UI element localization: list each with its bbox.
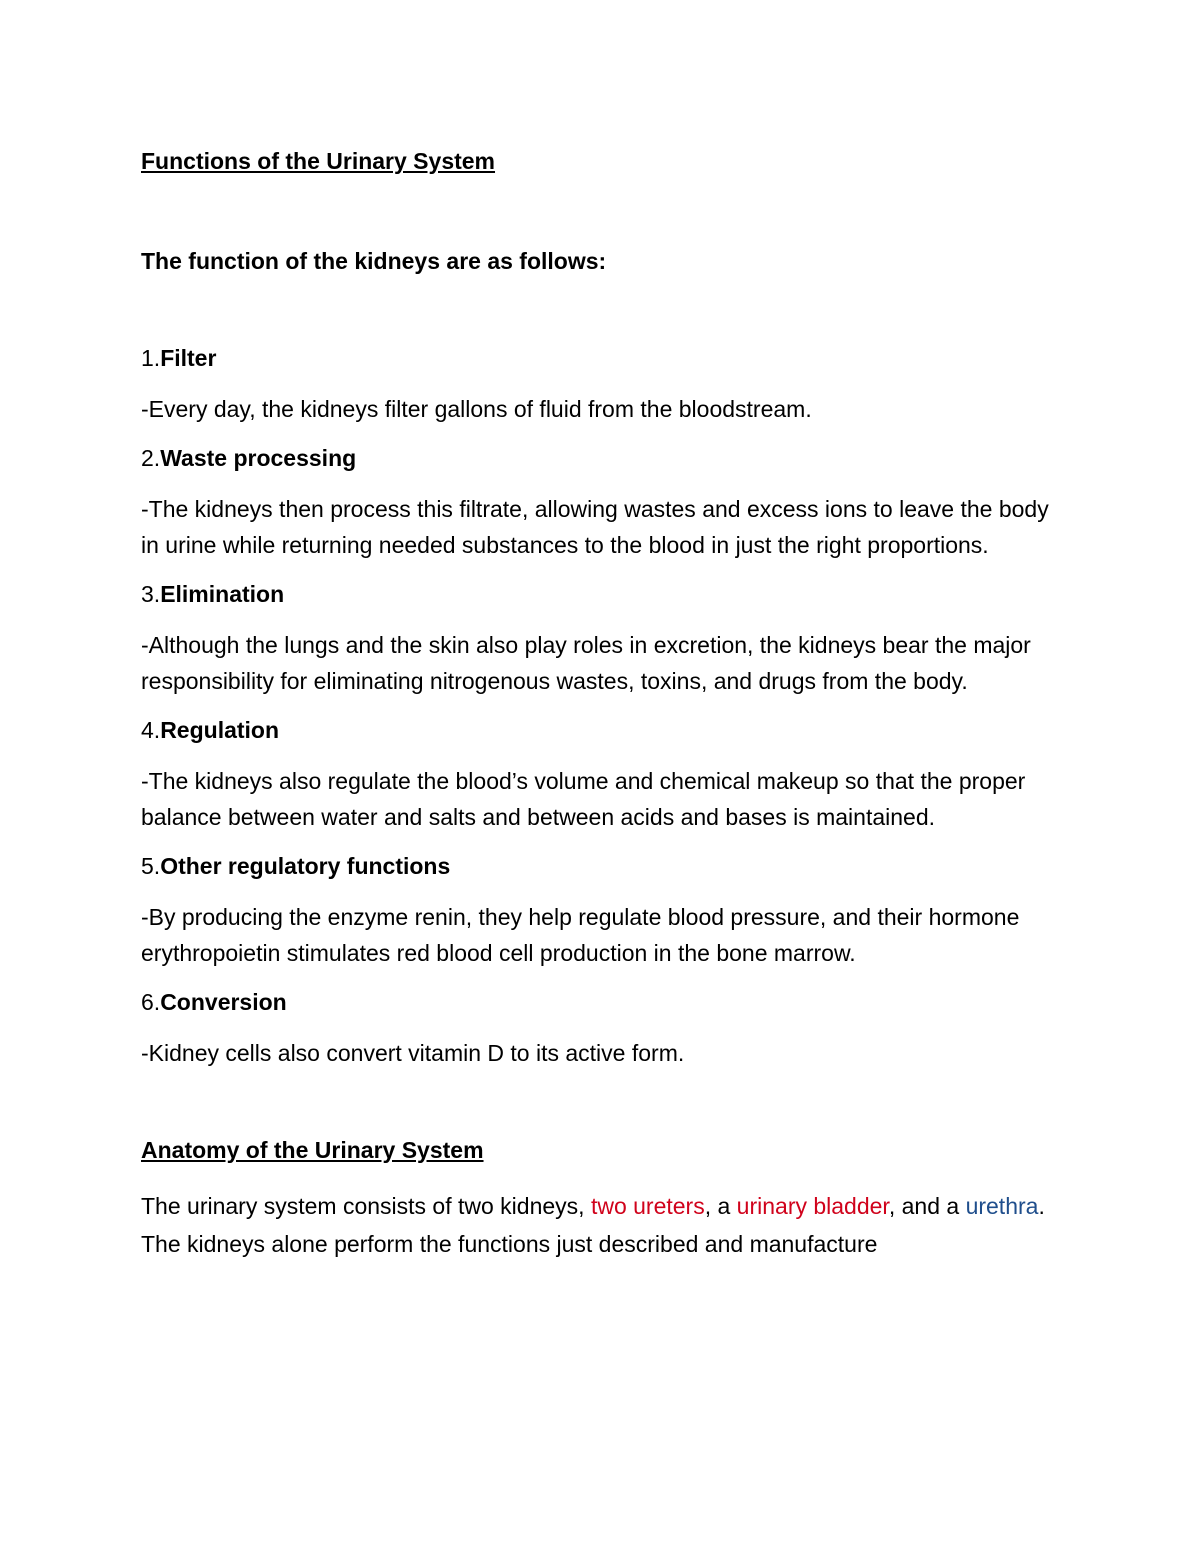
function-description: -The kidneys also regulate the blood’s volume and chemical makeup so that the proper balance between water and salts and between acids and bases is maintained.	[141, 768, 1026, 830]
function-description: -Every day, the kidneys filter gallons of fluid from the bloodstream.	[141, 396, 812, 422]
function-name: Waste processing	[160, 445, 357, 471]
function-item	[141, 715, 1071, 835]
function-description: -Although the lungs and the skin also play roles in excretion, the kidneys bear the major responsibility for eliminating nitrogenous wastes, toxins, and drugs from the body.	[141, 632, 1031, 694]
function-name: Filter	[160, 345, 217, 371]
function-item	[141, 443, 1071, 563]
section-title-anatomy: Anatomy of the Urinary System	[141, 1137, 484, 1163]
function-name: Conversion	[160, 989, 287, 1015]
highlight-urethra: urethra	[965, 1193, 1039, 1219]
function-heading	[141, 715, 1071, 745]
anatomy-text-part: The urinary system consists of two kidneys,	[141, 1193, 591, 1219]
anatomy-text-part: . The kidneys alone perform the functions just described and manufacture	[141, 1193, 1045, 1257]
function-list	[141, 343, 1071, 1071]
function-number: 3.	[141, 581, 161, 607]
function-name: Regulation	[160, 717, 280, 743]
anatomy-paragraph	[141, 1187, 1071, 1263]
function-description: -Kidney cells also convert vitamin D to its active form.	[141, 1040, 685, 1066]
function-heading	[141, 343, 1071, 373]
function-number: 6.	[141, 989, 161, 1015]
function-number: 2.	[141, 445, 161, 471]
function-heading	[141, 579, 1071, 609]
function-item	[141, 851, 1071, 971]
function-name: Other regulatory functions	[160, 853, 451, 879]
function-item	[141, 987, 1071, 1071]
function-heading	[141, 851, 1071, 881]
intro-text: The function of the kidneys are as follows:	[141, 248, 607, 274]
anatomy-text-part: , and a	[888, 1193, 966, 1219]
function-heading	[141, 443, 1071, 473]
section-title-functions: Functions of the Urinary System	[141, 148, 496, 174]
anatomy-text-part: , a	[704, 1193, 737, 1219]
highlight-urinary-bladder: urinary bladder	[736, 1193, 889, 1219]
function-item	[141, 343, 1071, 427]
highlight-two-ureters: two ureters	[590, 1193, 705, 1219]
function-description: -By producing the enzyme renin, they help regulate blood pressure, and their hormone erythropoietin stimulates red blood cell production in the bone marrow.	[141, 904, 1020, 966]
function-number: 1.	[141, 345, 161, 371]
function-description: -The kidneys then process this filtrate, allowing wastes and excess ions to leave the body in urine while returning needed substances to the blood in just the right proportions.	[141, 496, 1049, 558]
function-heading	[141, 987, 1071, 1017]
function-name: Elimination	[160, 581, 285, 607]
function-number: 4.	[141, 717, 161, 743]
function-number: 5.	[141, 853, 161, 879]
document-content	[141, 146, 1071, 1263]
function-item	[141, 579, 1071, 699]
